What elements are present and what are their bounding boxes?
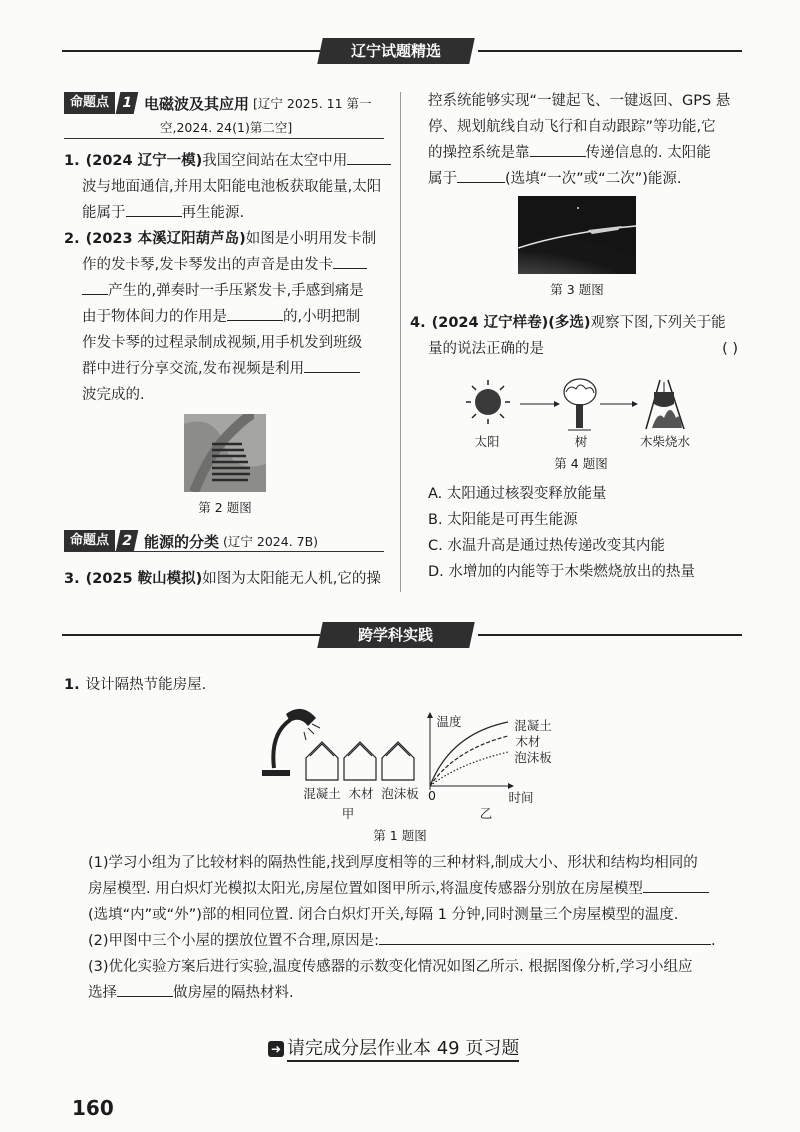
topic-title: 能源的分类 (144, 532, 220, 551)
sun-icon (466, 380, 510, 424)
label-campfire: 木柴烧水 (639, 434, 690, 449)
label-sun: 太阳 (474, 434, 500, 449)
page-number: 160 (72, 1096, 114, 1120)
answer-blank[interactable] (304, 358, 360, 373)
topic-number: 1 (116, 92, 139, 114)
campfire-pot-icon (646, 380, 684, 429)
q4-option-b[interactable]: B. 太阳能是可再生能源 (428, 512, 578, 528)
hairpin-harp-photo (184, 414, 266, 492)
graph-x-label: 时间 (508, 790, 534, 805)
tree-icon (564, 379, 596, 430)
answer-blank[interactable] (530, 142, 586, 157)
middle-banner: 跨学科实践 (317, 622, 475, 648)
question-1: 1. (2024 辽宁一模)我国空间站在太空中用 波与地面通信,并用太阳能电池板获取能量,太阳 能属于 再生能源. (64, 148, 394, 226)
q2-caption: 第 2 题图 (198, 500, 252, 515)
question-3-continued: 控系统能够实现“一键起飞、一键返回、GPS 悬 停、规划航线自动飞行和自动跟踪”等功能,它 的操控系统是靠 传递信息的. 太阳能 属于 (选填“一次”或“二次”)能源. (428, 93, 731, 187)
topic-source: [辽宁 2025. 11 第一 (253, 96, 372, 111)
practice-part-1: (1)学习小组为了比较材料的隔热性能,找到厚度相等的三种材料,制成大小、形状和结构均相同的 房屋模型. 用白炽灯光模拟太阳光,房屋位置如图甲所示,将温度传感器分别放在房屋模型 (选填“内”或“外”)部的相同位置. 闭合白炽灯开关,每隔 1 分钟,同时测量三个房屋模型的温度. (88, 850, 748, 928)
graph-series-foam: 泡沫板 (514, 750, 552, 765)
topic-1-source-cont: 空,2024. 24(1)第二空] (160, 120, 293, 135)
q4-option-c[interactable]: C. 水温升高是通过热传递改变其内能 (428, 538, 665, 554)
q4-option-d[interactable]: D. 水增加的内能等于木柴燃烧放出的热量 (428, 564, 695, 580)
top-banner-rule-right (478, 50, 742, 52)
answer-blank[interactable] (643, 878, 709, 893)
graph-y-label: 温度 (436, 714, 462, 729)
homework-arrow-icon: ➜ (268, 1041, 284, 1057)
q4-caption: 第 4 题图 (554, 456, 608, 471)
answer-blank[interactable] (457, 168, 505, 183)
house-label-wood: 木材 (348, 786, 374, 801)
label-tree: 树 (574, 434, 588, 449)
answer-blank[interactable] (227, 306, 283, 321)
answer-blank[interactable] (82, 280, 108, 295)
homework-link[interactable]: ➜ 请完成分层作业本 49 页习题 (268, 1034, 519, 1060)
house-label-concrete: 混凝土 (303, 786, 341, 801)
practice-caption: 第 1 题图 (373, 828, 427, 843)
topic-1-rule (64, 138, 384, 139)
q4-option-a[interactable]: A. 太阳通过核裂变释放能量 (428, 486, 607, 502)
topic-2-rule (64, 551, 384, 552)
topic-number: 2 (116, 530, 139, 552)
middle-banner-rule-right (478, 634, 742, 636)
answer-blank[interactable] (117, 982, 173, 997)
answer-blank[interactable] (126, 202, 182, 217)
question-4: 4. (2024 辽宁样卷)(多选)观察下图,下列关于能 量的说法正确的是 ( ) (410, 310, 750, 362)
graph-series-wood: 木材 (515, 734, 541, 749)
answer-blank[interactable] (333, 254, 367, 269)
topic-label: 命题点 (64, 530, 115, 552)
topic-label: 命题点 (64, 92, 115, 114)
house-label-foam: 泡沫板 (381, 786, 419, 801)
energy-chain-figure (462, 374, 702, 434)
solar-drone-photo (518, 196, 636, 274)
top-banner: 辽宁试题精选 (317, 38, 475, 64)
q3-caption: 第 3 题图 (550, 282, 604, 297)
middle-banner-rule-left (62, 634, 320, 636)
column-divider (400, 92, 401, 592)
answer-blank[interactable] (379, 930, 711, 945)
figure-jia-label: 甲 (341, 806, 355, 821)
figure-yi-label: 乙 (479, 806, 493, 821)
desk-lamp-icon (262, 709, 320, 776)
graph-series-concrete: 混凝土 (514, 718, 552, 733)
question-3: 3. (2025 鞍山模拟)如图为太阳能无人机,它的操 (64, 571, 381, 587)
topic-1-header (64, 92, 372, 114)
practice-1-title: 1. 设计隔热节能房屋. (64, 677, 207, 693)
answer-blank[interactable] (347, 150, 391, 165)
topic-source: (辽宁 2024. 7B) (223, 534, 319, 549)
answer-paren[interactable]: ( ) (722, 341, 738, 357)
practice-part-2: (2)甲图中三个小屋的摆放位置不合理,原因是: . (88, 928, 748, 954)
question-2: 2. (2023 本溪辽阳葫芦岛)如图是小明用发卡制 作的发卡琴,发卡琴发出的声音是由发卡 产生的,弹奏时一手压紧发卡,手感到痛是 由于物体间力的作用是 的,小明把制 作发卡琴的过程录制成视频,用手机发到班级 群中进行分享交流,发布视频是利用 波完成的. (64, 231, 377, 403)
topic-2-header (64, 530, 318, 552)
topic-title: 电磁波及其应用 (144, 94, 250, 113)
top-banner-rule-left (62, 50, 320, 52)
practice-part-3: (3)优化实验方案后进行实验,温度传感器的示数变化情况如图乙所示. 根据图像分析,学习小组应 选择 做房屋的隔热材料. (88, 959, 693, 1001)
graph-origin: 0 (428, 788, 436, 803)
